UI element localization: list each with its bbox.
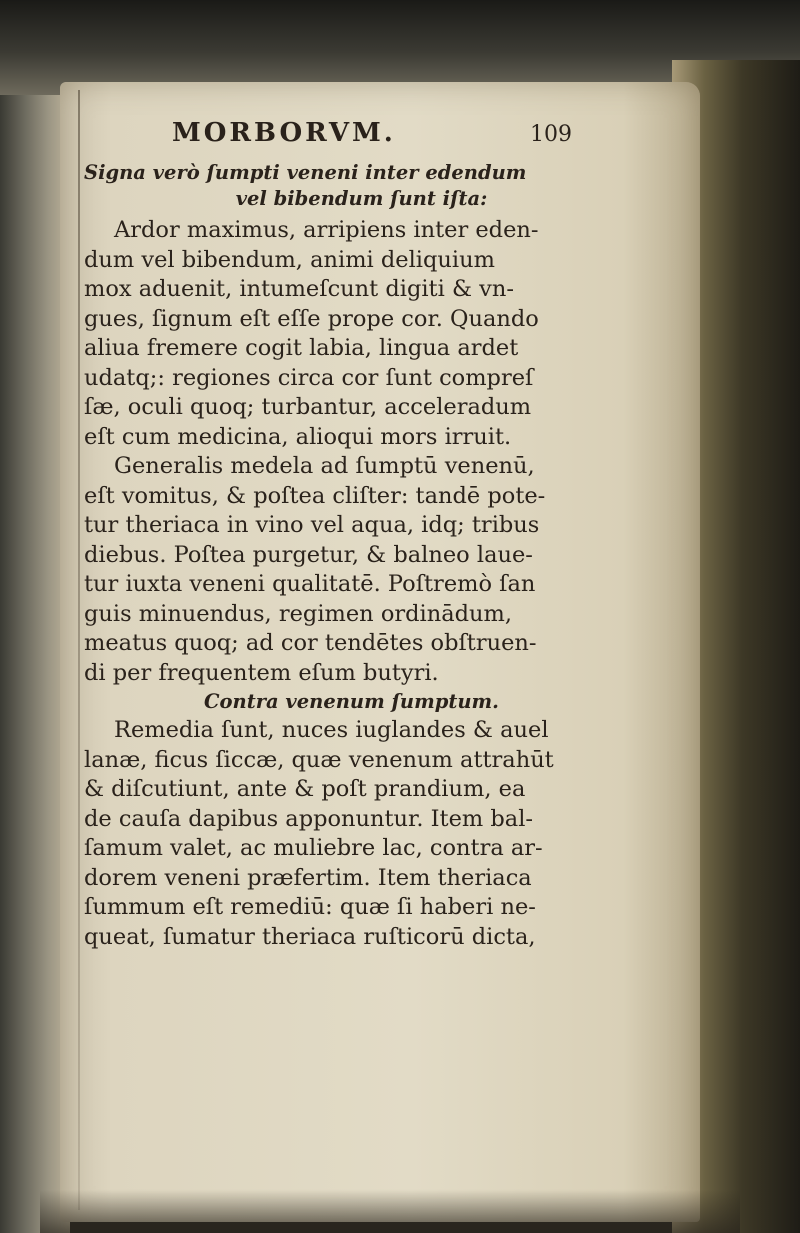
text-line: Remedia ſunt, nuces iuglandes & auel — [114, 717, 549, 743]
text-line: tur iuxta veneni qualitatē. Poſtremò ſan — [84, 571, 536, 597]
text-line: diebus. Poſtea purgetur, & balneo laue- — [84, 541, 533, 568]
text-line: lanæ, ficus ſiccæ, quæ venenum attrahūt — [84, 746, 554, 773]
text-line: dorem veneni præfertim. Item theriaca — [84, 864, 532, 891]
section-subheading: Contra venenum ſumptum. — [204, 690, 499, 713]
gutter — [78, 90, 80, 1210]
text-line: meatus quoq; ad cor tendētes obſtruen- — [84, 630, 537, 656]
text-line: eſt vomitus, & poſtea cliſter: tandē pote- — [84, 482, 546, 509]
text-line: dum vel bibendum, animi deliquium — [84, 246, 495, 273]
text-line: gues, ſignum eſt eſſe prope cor. Quando — [84, 305, 539, 332]
text-line: guis minuendus, regimen ordinādum, — [84, 600, 513, 627]
text-line: Ardor maximus, arripiens inter eden- — [114, 217, 539, 243]
text-line: mox aduenit, intumeſcunt digiti & vn- — [84, 276, 514, 302]
section-contra-venenum — [84, 688, 639, 952]
running-head: MORBORVM. — [172, 118, 396, 148]
section-heading-line: Signa verò ſumpti veneni inter edendum — [84, 161, 527, 184]
text-line: Generalis medela ad ſumptū venenū, — [114, 453, 535, 479]
section-remedy-general — [84, 452, 639, 688]
text-line: udatq;: regiones circa cor ſunt compreſ — [84, 364, 534, 391]
section-signs — [84, 160, 639, 452]
page-number: 109 — [530, 122, 572, 147]
text-line: de cauſa dapibus apponuntur. Item bal- — [84, 805, 533, 832]
text-line: eſt cum medicina, alioqui mors irruit. — [84, 423, 512, 450]
section-heading-line: vel bibendum ſunt iſta: — [235, 187, 488, 210]
text-line: queat, ſumatur theriaca ruſticorū dicta, — [84, 923, 536, 950]
text-line: di per frequentem eſum butyri. — [84, 659, 439, 686]
text-line: ſummum eſt remediū: quæ ſi haberi ne- — [84, 894, 536, 920]
page-header — [84, 118, 639, 156]
page-text — [84, 118, 639, 952]
text-line: & diſcutiunt, ante & poſt prandium, ea — [84, 776, 526, 802]
text-line: tur theriaca in vino vel aqua, idq; tribus — [84, 512, 540, 538]
bottom-shadow — [40, 1190, 740, 1233]
text-line: ſæ, oculi quoq; turbantur, acceleradum — [84, 394, 532, 420]
text-line: aliua fremere cogit labia, lingua ardet — [84, 335, 519, 361]
text-line: ſamum valet, ac muliebre lac, contra ar- — [84, 835, 543, 861]
